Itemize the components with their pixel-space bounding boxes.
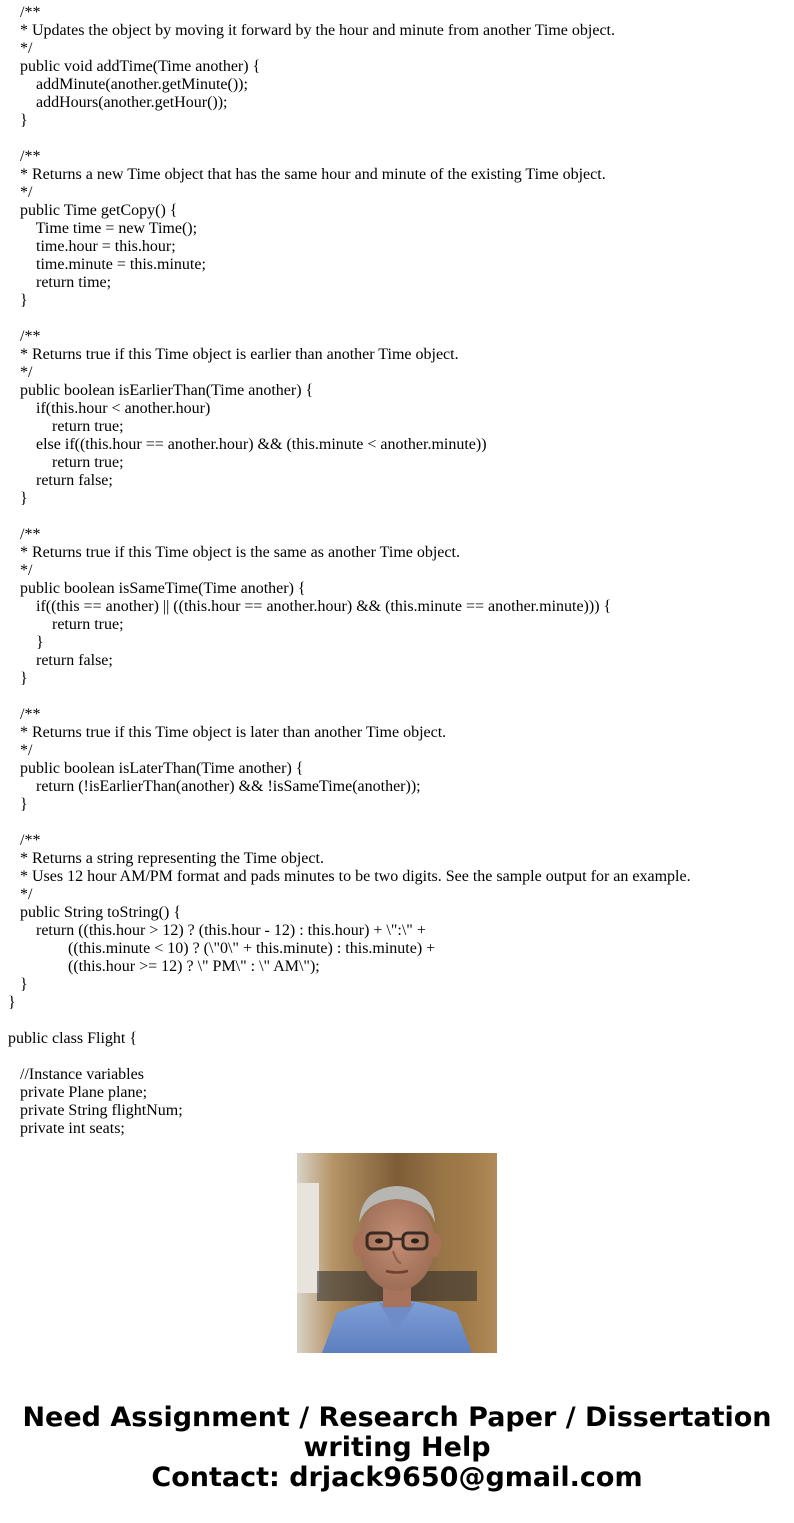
code-line: /** bbox=[8, 832, 41, 849]
code-line: public void addTime(Time another) { bbox=[8, 58, 261, 75]
code-line: */ bbox=[8, 742, 33, 759]
code-line bbox=[8, 310, 788, 328]
code-line: return time; bbox=[8, 274, 112, 291]
code-line: */ bbox=[8, 364, 33, 381]
code-line: return ((this.hour > 12) ? (this.hour - 12) : this.hour) + \":\" + bbox=[8, 922, 426, 939]
code-line bbox=[8, 1048, 788, 1066]
author-photo bbox=[297, 1153, 497, 1353]
promo-banner bbox=[0, 1403, 794, 1493]
code-line: */ bbox=[8, 562, 33, 579]
code-line: time.hour = this.hour; bbox=[8, 238, 176, 255]
code-line: } bbox=[8, 670, 28, 687]
code-line: public boolean isEarlierThan(Time another) { bbox=[8, 382, 314, 399]
code-line: ((this.hour >= 12) ? \" PM\" : \" AM\"); bbox=[8, 958, 320, 975]
code-line: /** bbox=[8, 148, 41, 165]
code-line: * Updates the object by moving it forward by the hour and minute from another Time object. bbox=[8, 22, 615, 39]
code-line: return true; bbox=[8, 454, 124, 471]
code-line: public String toString() { bbox=[8, 904, 182, 921]
code-line: } bbox=[8, 292, 28, 309]
code-line: * Uses 12 hour AM/PM format and pads minutes to be two digits. See the sample output for an example. bbox=[8, 868, 691, 885]
code-line: } bbox=[8, 994, 16, 1011]
promo-line-2: writing Help bbox=[303, 1432, 491, 1463]
code-line: public boolean isSameTime(Time another) { bbox=[8, 580, 306, 597]
code-line bbox=[8, 1012, 788, 1030]
code-line: /** bbox=[8, 4, 41, 21]
code-line: public boolean isLaterThan(Time another) { bbox=[8, 760, 304, 777]
code-line bbox=[8, 508, 788, 526]
code-line: if(this.hour < another.hour) bbox=[8, 400, 211, 417]
code-line: } bbox=[8, 634, 44, 651]
code-line: private String flightNum; bbox=[8, 1102, 183, 1119]
code-line: return true; bbox=[8, 616, 124, 633]
code-line bbox=[8, 688, 788, 706]
code-line: public Time getCopy() { bbox=[8, 202, 178, 219]
code-line: */ bbox=[8, 886, 33, 903]
code-line: /** bbox=[8, 328, 41, 345]
code-line: * Returns true if this Time object is earlier than another Time object. bbox=[8, 346, 459, 363]
code-line: if((this == another) || ((this.hour == another.hour) && (this.minute == another.minute))) { bbox=[8, 598, 612, 615]
code-line: * Returns true if this Time object is the same as another Time object. bbox=[8, 544, 460, 561]
code-line: * Returns a string representing the Time object. bbox=[8, 850, 324, 867]
code-line: * Returns a new Time object that has the same hour and minute of the existing Time object. bbox=[8, 166, 606, 183]
code-line: public class Flight { bbox=[8, 1030, 138, 1047]
code-line: } bbox=[8, 976, 28, 993]
code-line: private Plane plane; bbox=[8, 1084, 148, 1101]
promo-contact-line: Contact: drjack9650@gmail.com bbox=[151, 1462, 643, 1493]
code-line: time.minute = this.minute; bbox=[8, 256, 206, 273]
code-line: * Returns true if this Time object is later than another Time object. bbox=[8, 724, 447, 741]
code-line: private int seats; bbox=[8, 1120, 125, 1137]
code-line: /** bbox=[8, 526, 41, 543]
code-line: /** bbox=[8, 706, 41, 723]
code-line: return false; bbox=[8, 472, 113, 489]
code-line: } bbox=[8, 796, 28, 813]
code-line: addHours(another.getHour()); bbox=[8, 94, 228, 111]
code-line: ((this.minute < 10) ? (\"0\" + this.minute) : this.minute) + bbox=[8, 940, 436, 957]
code-line: return true; bbox=[8, 418, 124, 435]
code-line: Time time = new Time(); bbox=[8, 220, 198, 237]
code-line: } bbox=[8, 112, 28, 129]
code-line: //Instance variables bbox=[8, 1066, 144, 1083]
promo-line-1: Need Assignment / Research Paper / Dissertation bbox=[22, 1402, 772, 1433]
code-line: addMinute(another.getMinute()); bbox=[8, 76, 248, 93]
code-line: return (!isEarlierThan(another) && !isSameTime(another)); bbox=[8, 778, 421, 795]
code-line: else if((this.hour == another.hour) && (this.minute < another.minute)) bbox=[8, 436, 487, 453]
code-line bbox=[8, 814, 788, 832]
code-line: } bbox=[8, 490, 28, 507]
code-line: */ bbox=[8, 184, 33, 201]
code-line: */ bbox=[8, 40, 33, 57]
code-line bbox=[8, 130, 788, 148]
code-listing bbox=[8, 4, 788, 1137]
code-line: return false; bbox=[8, 652, 113, 669]
